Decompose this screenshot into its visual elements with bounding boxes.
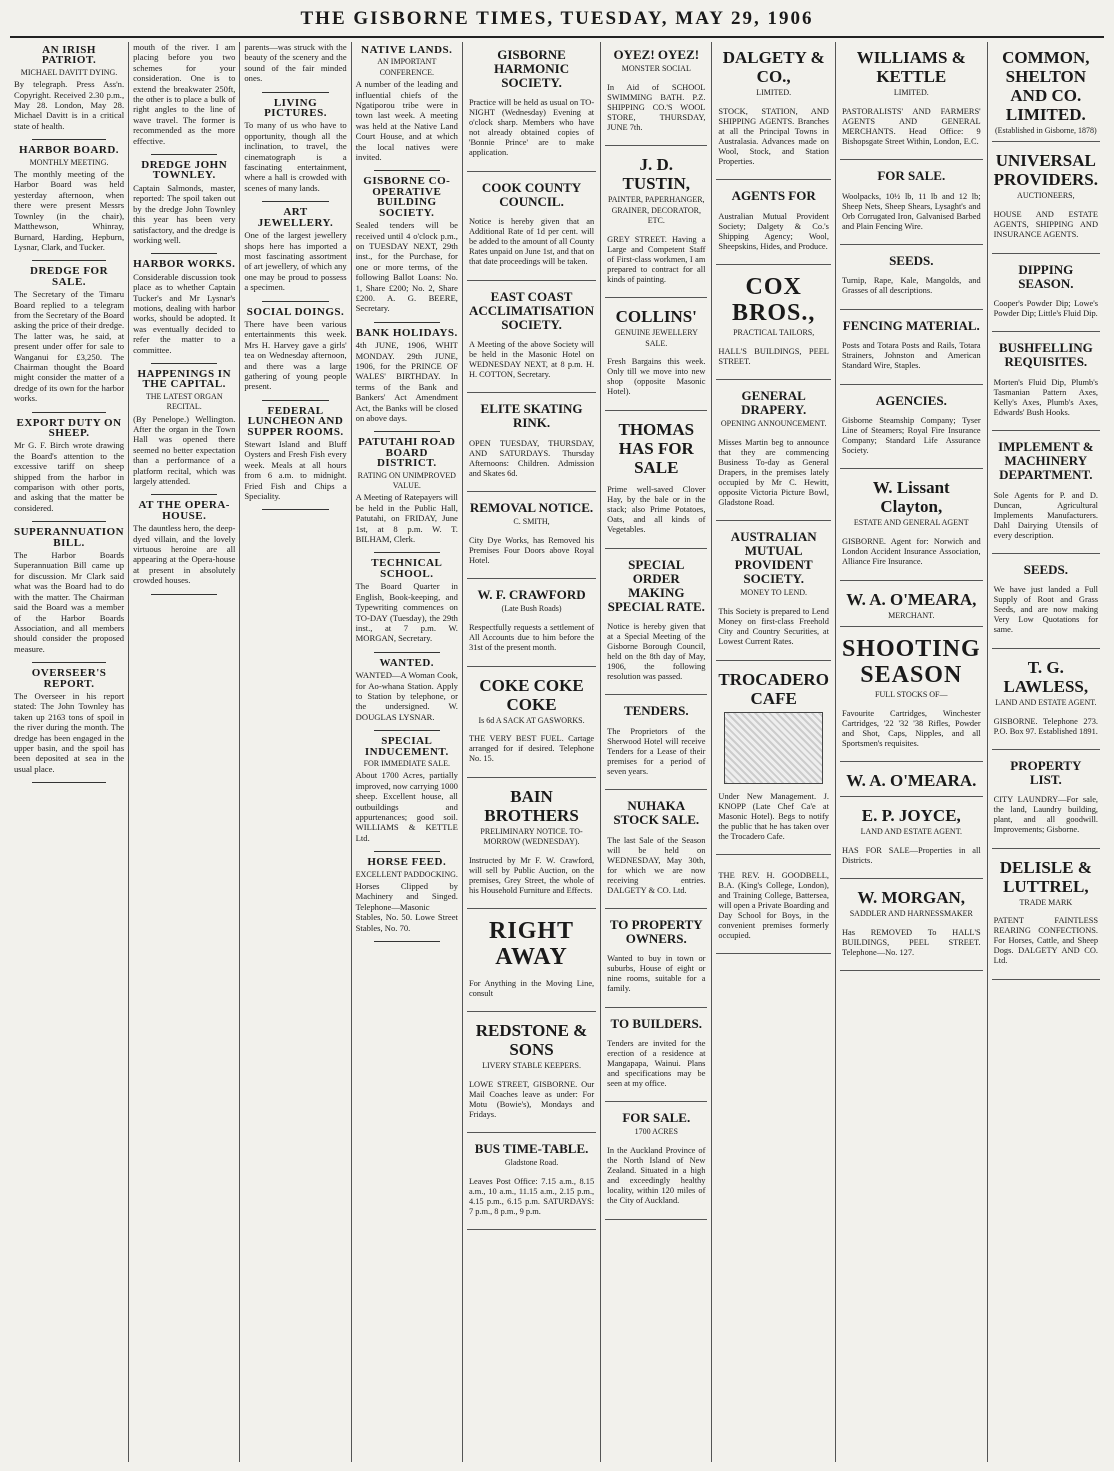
article-body: A number of the leading and influential chiefs of the Ngatiporou tribe were in town last week. A meeting was held at the Native Land Court House, and at which the local natives were invited. (355, 79, 458, 163)
article-headline: FEDERAL LUNCHEON AND SUPPER ROOMS. (247, 404, 344, 438)
advertisement-cook-county-council-1 (467, 175, 596, 281)
ad-subheading: PAINTER, PAPERHANGER, GRAINER, DECORATOR, ETC. (608, 195, 705, 225)
masthead: THE GISBORNE TIMES, TUESDAY, MAY 29, 1906 (10, 8, 1104, 38)
article-body: About 1700 Acres, partially improved, now carrying 1000 sheep. Excellent house, all outbuildings and appurtenances; good soil. WILLIAMS & KETTLE Ltd. (355, 770, 458, 843)
article-body: One of the largest jewellery shops here has imported a most fascinating assortment of art jewellery, of which any one may be proud to possess a specimen. (244, 230, 347, 293)
column-2 (129, 42, 240, 1462)
ad-headline: COLLINS' (615, 307, 697, 327)
article-body: Sealed tenders will be received until 4 o'clock p.m., on TUESDAY NEXT, 29th inst., for the Purchase, for one or more terms, of the following Ballot Loans: No. 1, Share £200; No. 2, Share £200. A. G. BEERE, Secretary. (355, 220, 458, 314)
ad-headline: GENERAL DRAPERY. (741, 388, 807, 418)
ad-headline: SEEDS. (1023, 561, 1069, 577)
ad-body: For Anything in the Moving Line, consult (468, 978, 595, 998)
divider (151, 363, 217, 364)
ad-headline: J. D. TUSTIN, (622, 155, 691, 194)
article-happenings-in-the-capital-3 (133, 369, 235, 486)
advertisement-agents-for-1 (716, 183, 831, 265)
article-body: WANTED—A Woman Cook, for Ao-whana Station. Apply to Station by telephone, or the undersigned. W. DOUGLAS LYSNAR. (355, 670, 458, 722)
advertisement-williams-kettle-0 (840, 42, 983, 160)
divider (32, 412, 106, 413)
ad-headline: REMOVAL NOTICE. (469, 500, 594, 516)
advertisement-redstone-sons-9 (467, 1015, 596, 1133)
advertisement-seeds-5 (992, 557, 1100, 649)
ad-subheading: 1700 ACRES (634, 1127, 678, 1137)
divider (374, 652, 440, 653)
article-dredge-for-sale-2 (14, 266, 124, 403)
column-1 (10, 42, 129, 1462)
ad-subheading: MERCHANT. (888, 610, 935, 620)
article-item-0 (133, 42, 235, 146)
ad-headline: TO PROPERTY OWNERS. (609, 916, 703, 946)
column-6 (601, 42, 712, 1462)
advertisement-w-a-o-meara-6 (840, 584, 983, 627)
advertisement-bain-brothers-7 (467, 781, 596, 910)
ad-headline: THOMAS HAS FOR SALE (618, 419, 695, 477)
ad-subheading: MONEY TO LEND. (740, 588, 808, 598)
article-body: Stewart Island and Bluff Oysters and Fresh Fish every week. Meals at all hours from 6 a.m. to midnight. Fried Fish and Chips a Speciality. (244, 439, 347, 502)
ad-subheading: PRACTICAL TAILORS, (733, 327, 815, 337)
ad-body: In Aid of SCHOOL SWIMMING BATH. P.Z. SHIPPING CO.'S WOOL STORE, THURSDAY, JUNE 7th. (607, 82, 706, 132)
advertisement-j-d-tustin-1 (605, 149, 707, 298)
article-body: (By Penelope.) Wellington. After the organ in the Town Hall was opened there seemed no better expectation than a performance of a platform recital, which was largely attended. (133, 413, 236, 487)
ad-body: Tenders are invited for the erection of a residence at Mangapapa, Wainui. Plans and specifications may be seen at my office. (607, 1039, 706, 1089)
advertisement-to-builders-8 (605, 1011, 707, 1103)
advertisement-w-f-crawford-5 (467, 582, 596, 666)
divider (374, 170, 440, 171)
article-headline: OVERSEER'S REPORT. (31, 667, 107, 690)
ad-headline: COX BROS., (732, 273, 816, 326)
advertisement-gisborne-harmonic-society-0 (467, 42, 596, 172)
article-body: Considerable discussion took place as to whether Captain Tucker's and Mr Lysnar's motions, dealing with harbor works, should be adopted. It was eventually decided to refer the matter to a committee. (133, 271, 236, 355)
divider (151, 154, 217, 155)
divider (32, 139, 106, 140)
ad-body: Morten's Fluid Dip, Plumb's Tasmanian Pattern Axes, Kelly's Axes, Plumb's Axes, Edwards' Bush Hooks. (993, 377, 1099, 417)
article-body: By telegraph. Press Ass'n. Copyright. Received 2.30 p.m., May 28. London, May 28. Michael Davitt is in a critical state of health. (14, 79, 125, 131)
article-body: To many of us who have to opportunity, though all the inclination, to travel, the cinematograph is a fascinating entertainment, where a hall is crowded with scenes of many lands. (244, 120, 347, 193)
ad-body: Under New Management. J. KNOPP (Late Chef Ca'e at Masonic Hotel). Begs to notify the public that he has taken over the Trocadero Cafe. (718, 791, 829, 841)
ad-body: Misses Martin beg to announce that they are commencing Business To-day as General Drapers, in the premises lately occupied by Mr C. Hewitt, opposite Victoria Picture Bowl, Gladstone Road. (718, 437, 829, 507)
ad-headline: FENCING MATERIAL. (842, 317, 980, 333)
ad-body: We have just landed a Full Supply of Root and Grass Seeds, and are now making Very Low Quotations for same. (993, 585, 1099, 635)
article-subheading: MICHAEL DAVITT DYING. (20, 67, 118, 77)
ad-body: The Proprietors of the Sherwood Hotel will receive Tenders for a Lease of their premises for a period of seven years. (607, 726, 706, 776)
ad-headline: W. A. O'MEARA, (846, 589, 977, 609)
ad-subheading: (Late Bush Roads) (501, 604, 562, 614)
advertisement-e-p-joyce-9 (840, 800, 983, 879)
ad-headline: BAIN BROTHERS (484, 786, 579, 825)
ad-body: Cooper's Powder Dip; Lowe's Powder Dip; Little's Fluid Dip. (993, 298, 1099, 318)
advertisement-special-order-making-special-rate-4 (605, 552, 707, 696)
ad-headline: EAST COAST ACCLIMATISATION SOCIETY. (468, 288, 595, 332)
ad-headline: W. Lissant Clayton, (872, 478, 950, 517)
ad-subheading: PRELIMINARY NOTICE. TO-MORROW (WEDNESDAY). (480, 826, 583, 847)
advertisement-universal-providers-1 (992, 145, 1100, 253)
ad-subheading: FULL STOCKS OF— (875, 689, 948, 699)
article-living-pictures-1 (244, 98, 346, 194)
divider (32, 521, 106, 522)
ad-body: HOUSE AND ESTATE AGENTS, SHIPPING AND INSURANCE AGENTS. (993, 210, 1099, 240)
columns (10, 42, 1104, 1462)
article-horse-feed-7 (356, 857, 458, 933)
ad-headline: E. P. JOYCE, (861, 806, 961, 826)
advertisement-east-coast-acclimatisation-society-2 (467, 284, 596, 394)
advertisement-tenders-5 (605, 698, 707, 790)
ad-headline: AGENTS FOR (731, 188, 816, 204)
advertisement-to-property-owners-7 (605, 912, 707, 1008)
divider (262, 509, 328, 510)
ad-body: CITY LAUNDRY—For sale, the land, Laundry building, plant, and all goodwill. Improvements; Gisborne. (993, 795, 1099, 835)
article-headline: BANK HOLIDAYS. (355, 326, 458, 339)
article-at-the-opera-house-4 (133, 500, 235, 585)
article-headline: AT THE OPERA-HOUSE. (138, 499, 230, 522)
advertisement-bus-time-table-10 (467, 1136, 596, 1230)
article-body: There have been various entertainments this week. Mrs H. Harvey gave a girls' tea on Wednesday afternoon, and there was a large gathering of young people present. (244, 318, 347, 392)
ad-body: In the Auckland Province of the North Island of New Zealand. Situated in a high and exceedingly healthy locality, within 120 miles of the City of Auckland. (607, 1146, 706, 1206)
ad-headline: GISBORNE HARMONIC SOCIETY. (493, 47, 570, 90)
ad-headline: FOR SALE. (622, 1110, 691, 1126)
article-wanted-5 (356, 658, 458, 722)
advertisement-nuhaka-stock-sale-6 (605, 793, 707, 909)
ad-subheading: LIVERY STABLE KEEPERS. (482, 1061, 581, 1071)
ad-headline: AUSTRALIAN MUTUAL PROVIDENT SOCIETY. (730, 529, 817, 587)
ad-headline: TENDERS. (623, 703, 689, 719)
ad-subheading: OPENING ANNOUNCEMENT. (720, 419, 827, 429)
ad-body: Gisborne Steamship Company; Tyser Line of Steamers; Royal Fire Insurance Company; Standard Life Assurance Society. (841, 415, 981, 455)
article-special-inducement-6 (356, 736, 458, 843)
divider (262, 301, 328, 302)
article-subheading: EXCELLENT PADDOCKING. (355, 869, 458, 879)
advertisement-seeds-2 (840, 248, 983, 310)
article-export-duty-on-sheep-3 (14, 418, 124, 514)
advertisement-removal-notice-4 (467, 495, 596, 579)
ad-subheading: LAND AND ESTATE AGENT. (995, 697, 1097, 707)
article-body: 4th JUNE, 1906, WHIT MONDAY. 29th JUNE, 1906, for the PRINCE OF WALES' BIRTHDAY. In terms of the Bank and Bankers' Act Amendment Act, the Banks will be closed on above days. (355, 340, 458, 423)
article-body: The dauntless hero, the deep-dyed villain, and the lovely virtuous heroine are all appearing at the Opera-house at present in absolutely crowded houses. (133, 523, 236, 586)
ad-headline: IMPLEMENT & MACHINERY DEPARTMENT. (998, 439, 1094, 483)
article-headline: PATUTAHI ROAD BOARD DISTRICT. (358, 436, 456, 470)
ad-body: Woolpacks, 10½ lb, 11 lb and 12 lb; Sheep Nets, Sheep Shears, Lysaght's and Orb Corrugated Iron, Galvanised Barbed and Plain Fencing Wire. (841, 191, 981, 231)
article-body: The Overseer in his report stated: The John Townley has taken up 2163 tons of spoil in the river during the month. The dredge has been engaged in the upper basin, and the spoil has been deposited at sea in the usual place. (14, 690, 125, 774)
ad-body: Notice is hereby given that an Additional Rate of 1d per cent. will be added to the amount of all County Rates unpaid on June 1st, and that on that date proceedings will be taken. (468, 217, 595, 267)
article-body: Captain Salmonds, master, reported: The spoil taken out by the dredge John Townley this year has been very satisfactory, and the dredge is working well. (133, 182, 236, 245)
advertisement-thomas-has-for-sale-3 (605, 414, 707, 549)
article-bank-holidays-2 (356, 328, 458, 424)
article-subheading: FOR IMMEDIATE SALE. (363, 758, 451, 768)
ad-body: Fresh Bargains this week. Only till we move into new shop (opposite Masonic Hotel). (607, 357, 706, 397)
divider (151, 253, 217, 254)
article-headline: HORSE FEED. (367, 856, 447, 869)
advertisement-item-6 (716, 858, 831, 954)
advertisement-cox-bros-2 (716, 268, 831, 380)
divider (262, 400, 328, 401)
ad-body: Posts and Totara Posts and Rails, Totara Strainers, Johnston and American Standard Wire, Staples. (841, 341, 981, 371)
article-headline: SPECIAL INDUCEMENT. (364, 735, 449, 758)
article-item-0 (244, 42, 346, 84)
article-body: The Board Quarter in English, Book-keeping, and Typewriting commences on TO-DAY (Tuesday), the 29th inst., at 7 p.m. W. MORGAN, Secretary. (355, 581, 458, 644)
ad-body: PASTORALISTS' AND FARMERS' AGENTS AND GENERAL MERCHANTS. Head Office: 9 Bishopsgate Street Within, London, E.C. (841, 106, 981, 146)
article-headline: DREDGE FOR SALE. (30, 265, 109, 288)
article-headline: HARBOR BOARD. (19, 144, 120, 157)
advertisement-property-list-7 (992, 753, 1100, 849)
ad-headline: RIGHT AWAY (489, 918, 575, 971)
ad-headline: OYEZ! OYEZ! (613, 47, 700, 62)
advertisement-for-sale-9 (605, 1105, 707, 1219)
article-headline: EXPORT DUTY ON SHEEP. (16, 416, 122, 439)
ad-headline: REDSTONE & SONS (475, 1021, 588, 1060)
ad-subheading: Gladstone Road. (504, 1158, 559, 1168)
ad-subheading: LIMITED. (893, 88, 929, 97)
ad-headline: PROPERTY LIST. (1010, 757, 1082, 787)
advertisement-implement-machinery-department-4 (992, 434, 1100, 554)
column-9 (988, 42, 1104, 1462)
ad-headline: DALGETY & CO., (722, 48, 825, 86)
advertisement-t-g-lawless-6 (992, 652, 1100, 750)
column-5 (463, 42, 601, 1462)
divider (374, 431, 440, 432)
advertisement-dipping-season-2 (992, 257, 1100, 333)
article-superannuation-bill-4 (14, 527, 124, 654)
ad-body: Sole Agents for P. and D. Duncan, Agricultural Implements Manufacturers. Dahl Dairying Utensils of every description. (993, 490, 1099, 540)
ad-body: This Society is prepared to Lend Money on first-class Freehold City and Country Securities, at Lowest Current Rates. (718, 607, 829, 647)
advertisement-w-a-o-meara-8 (840, 765, 983, 797)
advertisement-w-morgan-10 (840, 882, 983, 971)
divider (374, 322, 440, 323)
divider (151, 594, 217, 595)
article-technical-school-4 (356, 558, 458, 643)
ad-body: Turnip, Rape, Kale, Mangolds, and Grasses of all descriptions. (841, 276, 981, 296)
ad-body: HAS FOR SALE—Properties in all Districts. (841, 845, 981, 865)
ad-body: Instructed by Mr F. W. Crawford, will sell by Public Auction, on the premises, Grey Street, the whole of his Household Furniture and Effects. (468, 855, 595, 895)
divider (151, 494, 217, 495)
article-headline: DREDGE JOHN TOWNLEY. (141, 159, 228, 182)
divider (32, 782, 106, 783)
ad-body: GISBORNE. Agent for: Norwich and London Accident Insurance Association, Alliance Fire Insurance. (841, 537, 981, 567)
article-headline: SUPERANNUATION BILL. (14, 526, 125, 549)
column-7 (712, 42, 836, 1462)
article-headline: WANTED. (379, 656, 435, 669)
article-body: The monthly meeting of the Harbor Board was held yesterday afternoon, when there were present Messrs Townley (in the chair), Matthewson, Whinray, Burnard, Harding, Hepburn, Lysnar, Clark, and Tucker. (14, 169, 125, 252)
article-headline: HARBOR WORKS. (133, 258, 236, 271)
advertisement-for-sale-1 (840, 163, 983, 245)
ad-headline: WILLIAMS & KETTLE (856, 48, 966, 86)
column-3 (240, 42, 351, 1462)
article-body: The Harbor Boards Superannuation Bill came up for discussion. Mr Clark said what was the Board had to do with the matter. The Chairman said the Board was a member of the Harbor Boards Association, and all members should consider the proposed measure. (14, 550, 125, 654)
ad-headline: W. F. CRAWFORD (477, 587, 586, 603)
article-overseer-s-report-5 (14, 668, 124, 774)
divider (32, 260, 106, 261)
divider (32, 662, 106, 663)
advertisement-shooting-season-7 (840, 630, 983, 762)
article-headline: ART JEWELLERY. (257, 206, 334, 229)
ad-body: City Dye Works, has Removed his Premises Four Doors above Royal Hotel. (468, 535, 595, 565)
ad-headline: W. A. O'MEARA. (846, 771, 977, 791)
ad-body: Notice is hereby given that at a Special Meeting of the Gisborne Borough Council, held on the 8th day of May, 1906, the following resolution was passed. (607, 621, 706, 681)
ad-headline: W. MORGAN, (857, 888, 966, 908)
ad-headline: SEEDS. (889, 252, 934, 268)
advertisement-australian-mutual-provident-society-4 (716, 524, 831, 660)
ad-body: OPEN TUESDAY, THURSDAY, AND SATURDAYS. Thursday Afternoons: Children. Admission and Skates 6d. (468, 438, 595, 478)
article-headline: TECHNICAL SCHOOL. (371, 557, 443, 580)
article-headline: NATIVE LANDS. (361, 44, 453, 56)
ad-subheading: TRADE MARK (1019, 897, 1073, 907)
ad-headline: TO BUILDERS. (610, 1015, 703, 1031)
article-federal-luncheon-and-supper-rooms-4 (244, 406, 346, 502)
ad-body: Prime well-saved Clover Hay, by the bale or in the stack; also Prime Potatoes, Oats, and all kinds of Vegetables. (607, 485, 706, 535)
advertisement-fencing-material-3 (840, 313, 983, 385)
article-headline: AN IRISH PATRIOT. (41, 44, 97, 67)
divider (262, 201, 328, 202)
advertisement-elite-skating-rink-3 (467, 396, 596, 492)
advertisement-general-drapery-3 (716, 383, 831, 521)
article-body: Horses Clipped by Machinery and Singed. Telephone—Masonic Stables, No. 50. Lowe Street Stables, No. 70. (355, 881, 458, 933)
advertisement-dalgety-co-0 (716, 42, 831, 180)
ad-body: HALL'S BUILDINGS, PEEL STREET. (718, 346, 829, 366)
ad-subheading: C. SMITH, (513, 517, 550, 527)
ad-headline: ELITE SKATING RINK. (480, 401, 583, 431)
building-engraving (724, 712, 823, 784)
advertisement-agencies-4 (840, 388, 983, 470)
advertisement-oyez-oyez-0 (605, 42, 707, 146)
article-headline: HAPPENINGS IN THE CAPITAL. (137, 367, 232, 391)
advertisement-trocadero-cafe-5 (716, 664, 831, 856)
ad-headline: SHOOTING SEASON (841, 635, 981, 688)
ad-subheading: LIMITED. (756, 88, 792, 97)
article-native-lands-0 (356, 45, 458, 162)
advertisement-common-shelton-and-co-limited-0 (992, 42, 1100, 142)
divider (374, 730, 440, 731)
ad-body: Australian Mutual Provident Society; Dalgety & Co.'s Shipping Agency; Wool, Sheepskins, Hides, and Produce. (718, 211, 829, 251)
article-social-doings-3 (244, 307, 346, 392)
article-subheading: THE LATEST ORGAN RECITAL. (145, 391, 223, 412)
advertisement-w-lissant-clayton-5 (840, 472, 983, 580)
ad-subheading: ESTATE AND GENERAL AGENT (853, 518, 969, 528)
ad-body: Respectfully requests a settlement of All Accounts due to him before the 31st of the present month. (468, 623, 595, 653)
ad-headline: SPECIAL ORDER MAKING SPECIAL RATE. (607, 556, 705, 614)
article-an-irish-patriot-0 (14, 45, 124, 131)
ad-body: LOWE STREET, GISBORNE. Our Mail Coaches leave as under: For Motu (Bowie's), Mondays and Fridays. (468, 1079, 595, 1119)
ad-body: Favourite Cartridges, Winchester Cartridges, '22 '32 '38 Rifles, Powder and Shot, Caps, Nipples, and all Sportsmen's requisites. (841, 708, 981, 748)
article-headline: GISBORNE CO-OPERATIVE BUILDING SOCIETY. (363, 175, 451, 219)
divider (374, 851, 440, 852)
ad-subheading: (Established in Gisborne, 1878) (994, 126, 1097, 135)
article-art-jewellery-2 (244, 207, 346, 292)
ad-headline: FOR SALE. (877, 168, 946, 184)
ad-subheading: Is 6d A SACK AT GASWORKS. (478, 715, 585, 725)
advertisement-right-away-8 (467, 912, 596, 1012)
ad-headline: AGENCIES. (875, 392, 947, 408)
ad-body: THE REV. H. GOODBELL, B.A. (King's College, London), and Training College, Battersea, will open a Private Boarding and Day School for Boys, in the convenient premises formerly occupied. (718, 870, 829, 940)
divider (374, 941, 440, 942)
column-4 (352, 42, 463, 1462)
ad-subheading: SADDLER AND HARNESSMAKER (849, 909, 973, 919)
ad-headline: T. G. LAWLESS, (1003, 657, 1089, 696)
ad-body: Practice will be held as usual on TO-NIGHT (Wednesday) Evening at o'clock sharp. Members who have not already obtained copies of 'Bonnie Prince' are to make application. (468, 98, 595, 158)
divider (262, 92, 328, 93)
article-subheading: AN IMPORTANT CONFERENCE. (377, 57, 437, 77)
column-8 (836, 42, 988, 1462)
advertisement-bushfelling-requisites-3 (992, 335, 1100, 431)
article-subheading: RATING ON UNIMPROVED VALUE. (357, 470, 456, 491)
article-patutahi-road-board-district-3 (356, 437, 458, 544)
ad-headline: UNIVERSAL PROVIDERS. (993, 151, 1099, 190)
article-subheading: MONTHLY MEETING. (29, 157, 109, 167)
ad-body: THE VERY BEST FUEL. Cartage arranged for if desired. Telephone No. 15. (468, 734, 595, 764)
advertisement-delisle-luttrel-8 (992, 852, 1100, 980)
article-body: mouth of the river. I am placing before you two schemes for your consideration. One is to extend the breakwater 250ft, the other is to place a bulk of right angles to the line of wave travel. The former is recommended as the more effective. (133, 42, 236, 146)
article-body: A Meeting of Ratepayers will be held in the Public Hall, Patutahi, on FRIDAY, June 1st, at 8 p.m. W. T. BILHAM, Clerk. (355, 492, 458, 545)
ad-headline: TROCADERO CAFE (718, 669, 829, 708)
article-dredge-john-townley-1 (133, 160, 235, 245)
article-headline: LIVING PICTURES. (264, 96, 327, 120)
article-harbor-board-1 (14, 145, 124, 252)
ad-body: STOCK, STATION, AND SHIPPING AGENTS. Branches at all the Principal Towns in Australasia. Advances made on Wool, Stock, and Station Properties. (718, 106, 829, 166)
ad-headline: DELISLE & LUTTREL, (999, 857, 1092, 896)
ad-body: Has REMOVED To HALL'S BUILDINGS, PEEL STREET. Telephone—No. 127. (841, 928, 981, 958)
ad-headline: BUSHFELLING REQUISITES. (998, 340, 1093, 370)
ad-subheading: LAND AND ESTATE AGENT. (860, 827, 962, 837)
ad-headline: DIPPING SEASON. (1018, 261, 1074, 291)
ad-body: A Meeting of the above Society will be held in the Masonic Hotel on WEDNESDAY NEXT, at 8 p.m. H. H. COTTON, Secretary. (468, 339, 595, 379)
ad-subheading: MONSTER SOCIAL (621, 64, 691, 73)
divider (374, 552, 440, 553)
ad-headline: COKE COKE COKE (479, 675, 584, 714)
article-body: parents—was struck with the beauty of the scenery and the sound of the fair minded ones. (244, 42, 347, 84)
advertisement-coke-coke-coke-6 (467, 670, 596, 778)
ad-body: The last Sale of the Season will be held on WEDNESDAY, May 30th, for which we are now receiving entries. DALGETY & CO. Ltd. (607, 835, 706, 895)
article-body: The Secretary of the Timaru Board replied to a telegram from the Secretary of the Board asking the price of their dredge. The latter was, he said, at present under offer for sale to Wanganui for £3,250. The Chairman thought the Board might consider the matter of a dredge of its own for the harbor works. (14, 289, 125, 404)
ad-body: Leaves Post Office: 7.15 a.m., 8.15 a.m., 10 a.m., 11.15 a.m., 2.15 p.m., 4.15 p.m., 6.15 p.m. SATURDAYS: 7 p.m., 8 p.m., 9 p.m. (468, 1177, 595, 1217)
ad-subheading: AUCTIONEERS, (1017, 191, 1075, 201)
ad-subheading: GENUINE JEWELLERY SALE. (614, 328, 698, 348)
article-body: Mr G. F. Birch wrote drawing the Board's attention to the excessive tariff on sheep shipped from the harbor in comparison with other ports, and asking that the matter be considered. (14, 440, 125, 513)
ad-headline: BUS TIME-TABLE. (474, 1141, 589, 1157)
ad-headline: NUHAKA STOCK SALE. (613, 798, 700, 828)
ad-body: GISBORNE. Telephone 273. P.O. Box 97. Established 1891. (993, 716, 1099, 736)
ad-body: Wanted to buy in town or suburbs, House of eight or nine rooms, suitable for a family. (607, 954, 706, 994)
advertisement-collins-2 (605, 301, 707, 411)
ad-headline: COMMON, SHELTON AND CO. LIMITED. (1002, 48, 1090, 124)
ad-body: PATENT FAINTLESS REARING CONFECTIONS. For Horses, Cattle, and Sheep Dogs. DALGETY AND CO. Ltd. (993, 916, 1099, 966)
ad-body: GREY STREET. Having a Large and Competent Staff of First-class workmen, I am prepared to contract for all kinds of painting. (607, 234, 706, 284)
article-harbor-works-2 (133, 259, 235, 355)
ad-headline: COOK COUNTY COUNCIL. (481, 179, 582, 209)
article-gisborne-co-operative-building-society-1 (356, 176, 458, 313)
article-headline: SOCIAL DOINGS. (246, 305, 345, 318)
